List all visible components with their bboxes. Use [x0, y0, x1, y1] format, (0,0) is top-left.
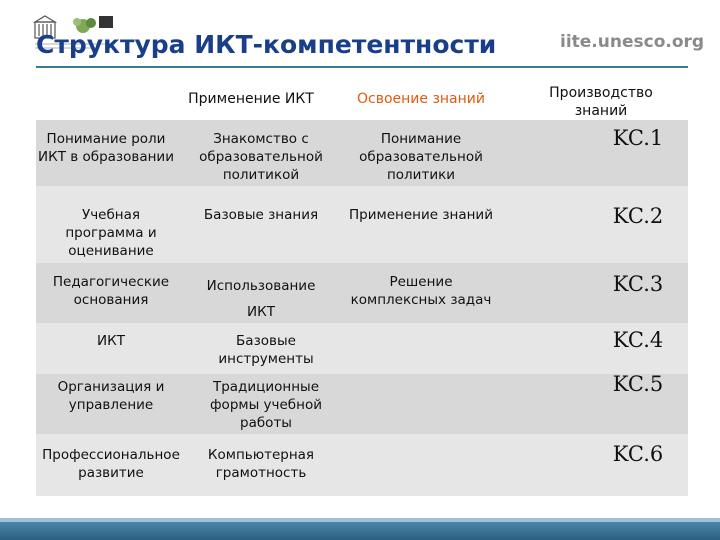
row-label: Организация и управление — [57, 379, 165, 413]
row-label: Педагогические основания — [52, 274, 170, 308]
column-header: Применение ИКТ — [188, 91, 314, 107]
kc-code: KC.3 — [612, 272, 664, 296]
kc-code: KC.5 — [612, 372, 664, 396]
row-label: Понимание роли ИКТ в образовании — [38, 131, 174, 165]
site-url: iite.unesco.org — [560, 32, 705, 52]
table-cell: Использование ИКТ — [206, 278, 316, 320]
row-label: Профессиональное развитие — [42, 447, 180, 481]
page-title: Структура ИКТ-компетентности — [36, 30, 497, 59]
table-cell: Базовые инструменты — [218, 333, 314, 367]
footer-bar — [0, 522, 720, 540]
table-cell: Базовые знания — [203, 207, 319, 223]
title-rule — [36, 66, 688, 68]
row-label: Учебная программа и оценивание — [65, 207, 157, 259]
table-cell: Применение знаний — [349, 207, 493, 223]
kc-code: KC.6 — [612, 442, 664, 466]
column-header: Освоение знаний — [357, 91, 485, 107]
table-cell: Решение комплексных задач — [350, 274, 492, 308]
kc-code: KC.4 — [612, 328, 664, 352]
table-cell: Знакомство с образовательной политикой — [199, 131, 323, 183]
column-header: Производство знаний — [549, 85, 653, 119]
table-cell: Понимание образовательной политики — [359, 131, 483, 183]
table-cell: Компьютерная грамотность — [207, 447, 315, 481]
kc-code: KC.2 — [612, 204, 664, 228]
row-label: ИКТ — [97, 333, 125, 349]
table-cell: Традиционные формы учебной работы — [210, 379, 322, 431]
kc-code: KC.1 — [612, 126, 664, 150]
competency-table — [36, 80, 688, 496]
